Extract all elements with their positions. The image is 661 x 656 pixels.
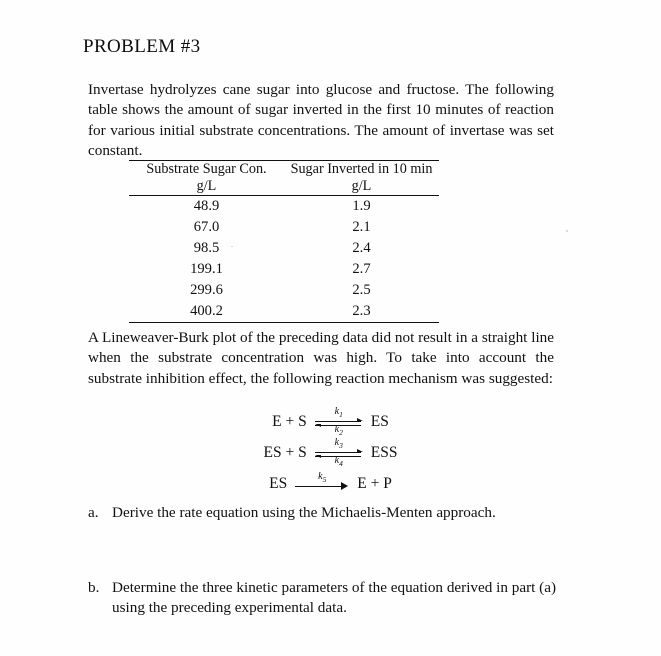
cell-substrate: 98.5 bbox=[193, 240, 220, 256]
equation-2-left: ES + S bbox=[263, 444, 307, 462]
table-row bbox=[129, 217, 439, 238]
rate-constant-reverse-1: $k_2$ bbox=[334, 424, 343, 437]
table-header-inverted: Sugar Inverted in 10 min bbox=[290, 161, 433, 177]
equilibrium-arrow-icon bbox=[313, 406, 365, 437]
rate-constant-reverse-2: $k_4$ bbox=[334, 455, 343, 468]
rate-constant-forward-2: $k_3$ bbox=[334, 437, 343, 450]
table-header-substrate: Substrate Sugar Con. bbox=[146, 161, 267, 177]
equilibrium-arrow-icon bbox=[313, 437, 365, 468]
cell-substrate: 400.2 bbox=[190, 303, 223, 319]
table-row bbox=[129, 259, 439, 280]
reaction-equation-1 bbox=[0, 406, 661, 437]
table-header-substrate-unit: g/L bbox=[196, 178, 217, 194]
table-header-row bbox=[129, 161, 439, 178]
cell-substrate: 199.1 bbox=[190, 261, 223, 277]
forward-arrow-icon bbox=[293, 472, 351, 496]
question-item-b bbox=[88, 578, 558, 619]
intro-paragraph: Invertase hydrolyzes cane sugar into glucose and fructose. The following table shows the amount of sugar inverted in the first 10 minutes of reaction for various initial substrate concentrations. The amount of invertase was set constant. bbox=[88, 81, 554, 160]
equation-1-right: ES bbox=[370, 413, 389, 431]
equation-3-left: ES bbox=[269, 475, 288, 493]
question-a-marker: a. bbox=[88, 504, 99, 521]
page-title: PROBLEM #3 bbox=[83, 36, 201, 57]
table-header-inverted-unit: g/L bbox=[351, 178, 372, 194]
table-row bbox=[129, 280, 439, 301]
question-b-text: Determine the three kinetic parameters of the equation derived in part (a) using the preceding experimental data. bbox=[112, 579, 557, 617]
scan-artifact bbox=[566, 230, 568, 232]
data-table bbox=[129, 160, 439, 323]
equation-2-right: ESS bbox=[370, 444, 398, 462]
table-row bbox=[129, 238, 439, 259]
cell-inverted: 2.4 bbox=[352, 240, 371, 256]
rate-constant-forward-1: $k_1$ bbox=[334, 406, 343, 419]
lineweaver-burk-paragraph: A Lineweaver-Burk plot of the preceding data did not result in a straight line when the substrate concentration was high. To take into account the substrate inhibition effect, the following reaction mechanism was suggested: bbox=[88, 329, 554, 387]
scan-artifact bbox=[231, 246, 233, 247]
table-row bbox=[129, 301, 439, 323]
cell-substrate: 48.9 bbox=[193, 198, 220, 214]
cell-substrate: 299.6 bbox=[190, 282, 223, 298]
reaction-equation-2 bbox=[0, 437, 661, 468]
table-row bbox=[129, 196, 439, 217]
question-b-marker: b. bbox=[88, 579, 100, 596]
equation-1-left: E + S bbox=[272, 413, 307, 431]
reaction-equation-3 bbox=[0, 472, 661, 496]
question-a-text: Derive the rate equation using the Michaelis-Menten approach. bbox=[112, 504, 496, 521]
rate-constant-forward-3: $k_5$ bbox=[318, 471, 327, 484]
cell-inverted: 2.3 bbox=[352, 303, 371, 319]
table-header-units-row bbox=[129, 178, 439, 196]
cell-inverted: 2.7 bbox=[352, 261, 371, 277]
cell-substrate: 67.0 bbox=[193, 219, 220, 235]
cell-inverted: 2.5 bbox=[352, 282, 371, 298]
equation-3-right: E + P bbox=[357, 475, 392, 493]
cell-inverted: 2.1 bbox=[352, 219, 371, 235]
cell-inverted: 1.9 bbox=[352, 198, 371, 214]
table-rule-bottom bbox=[129, 323, 439, 324]
question-item-a bbox=[88, 503, 558, 523]
